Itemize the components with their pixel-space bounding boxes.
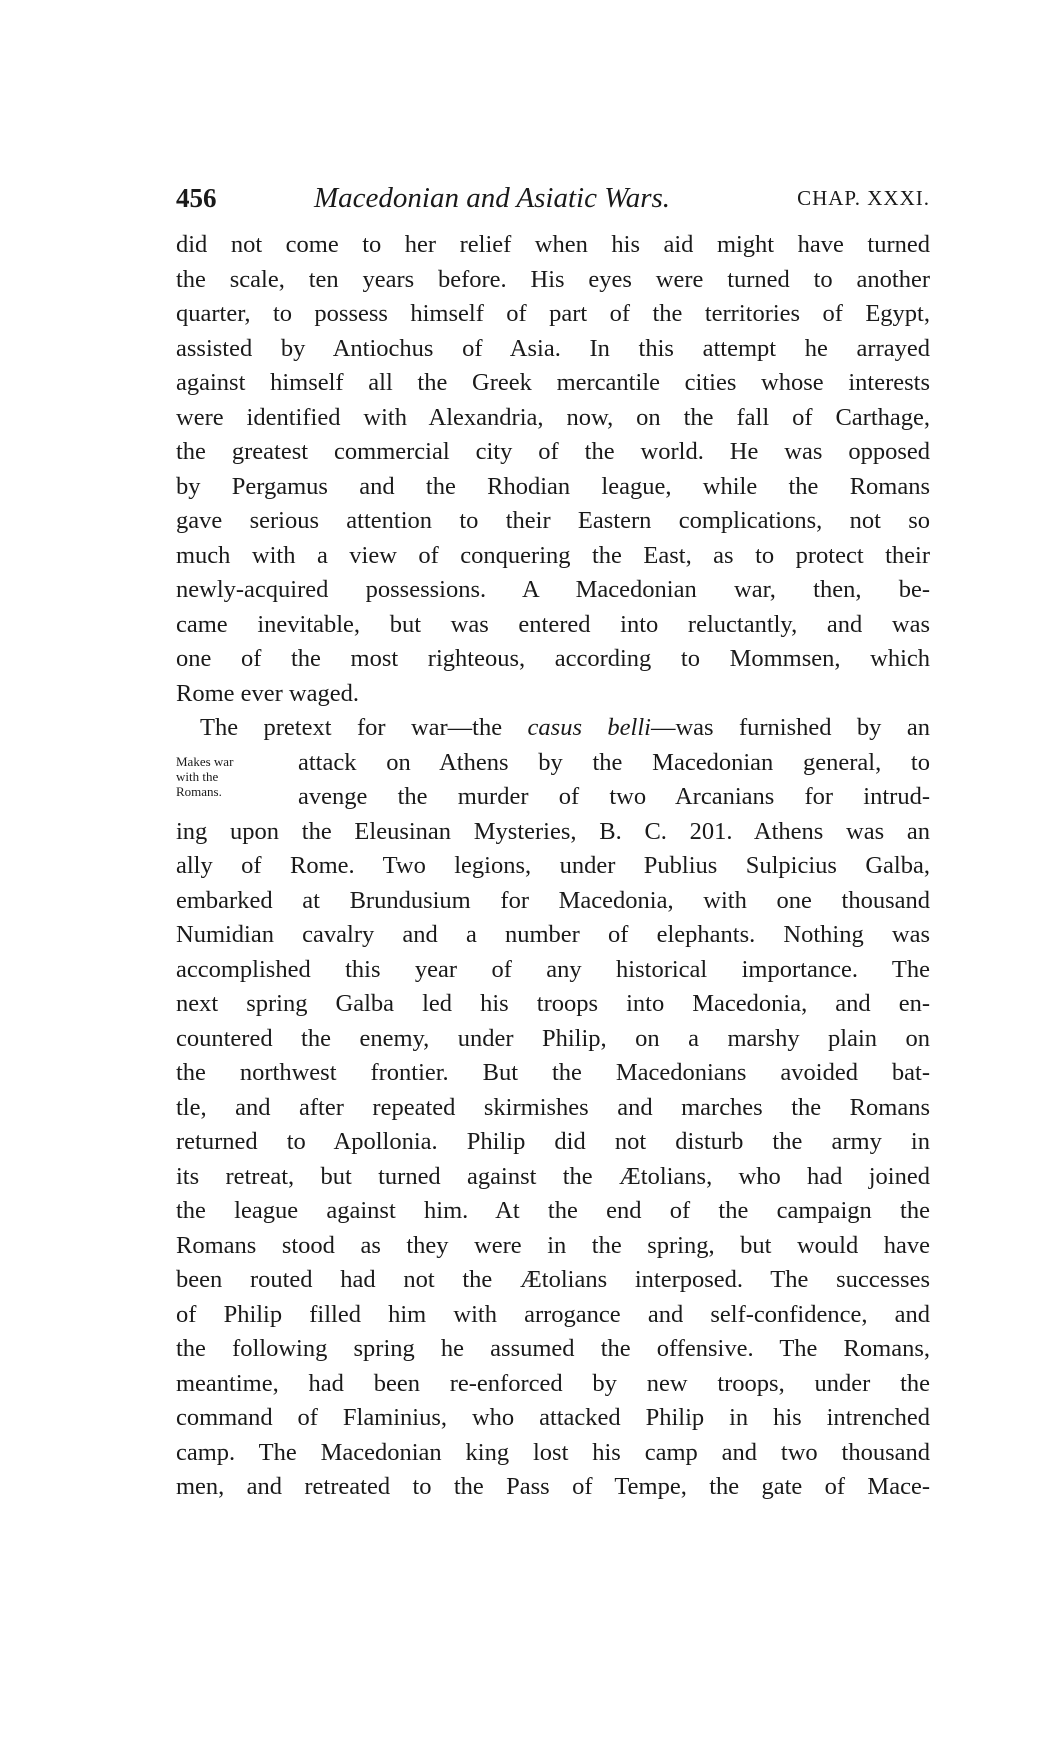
text-line: its retreat, but turned against the Ætolians, who had joined	[176, 1162, 930, 1190]
text-line: the league against him. At the end of the campaign the	[176, 1197, 930, 1224]
text-line: one of the most righteous, according to Mommsen, which	[176, 645, 930, 672]
text-line: much with a view of conquering the East, as to protect their	[176, 541, 930, 569]
text-line: the following spring he assumed the offensive. The Romans,	[176, 1335, 930, 1362]
text-line: the greatest commercial city of the world. He was opposed	[176, 438, 930, 465]
page-number: 456	[176, 183, 217, 213]
text-line: against himself all the Greek mercantile cities whose interests	[176, 369, 930, 396]
text-line: been routed had not the Ætolians interposed. The successes	[176, 1266, 930, 1293]
text-line: meantime, had been re-enforced by new troops, under the	[176, 1369, 930, 1397]
text-line: ing upon the Eleusinan Mysteries, B. C. 201. Athens was an	[176, 817, 930, 845]
text-line: assisted by Antiochus of Asia. In this attempt he arrayed	[176, 334, 930, 362]
text-line: were identified with Alexandria, now, on the fall of Carthage,	[176, 403, 930, 431]
text-line: quarter, to possess himself of part of the territories of Egypt,	[176, 300, 930, 327]
text-line: the northwest frontier. But the Macedonians avoided bat-	[176, 1059, 930, 1086]
text-line: embarked at Brundusium for Macedonia, with one thousand	[176, 886, 930, 914]
text-line: ally of Rome. Two legions, under Publius Sulpicius Galba,	[176, 852, 930, 879]
body-text	[176, 228, 930, 1505]
margin-note-line: Makes war	[176, 754, 234, 769]
text-line: the scale, ten years before. His eyes were turned to another	[176, 265, 930, 293]
text-line: command of Flaminius, who attacked Philip in his intrenched	[176, 1404, 930, 1431]
text-line: men, and retreated to the Pass of Tempe, the gate of Mace-	[176, 1473, 930, 1500]
text-line: Rome ever waged.	[176, 679, 359, 707]
text-line: accomplished this year of any historical importance. The	[176, 955, 930, 983]
text-line: newly-acquired possessions. A Macedonian war, then, be-	[176, 576, 930, 603]
text-line: attack on Athens by the Macedonian general, to	[298, 748, 930, 776]
text-line: came inevitable, but was entered into reluctantly, and was	[176, 610, 930, 638]
text-line: gave serious attention to their Eastern complications, not so	[176, 507, 930, 534]
chapter-label: CHAP. XXXI.	[797, 186, 930, 210]
text-line-with-italics: The pretext for war—the casus belli—was furnished by an	[200, 714, 930, 741]
text-line: next spring Galba led his troops into Macedonia, and en-	[176, 990, 930, 1017]
margin-note-line: with the	[176, 769, 219, 784]
running-title: Macedonian and Asiatic Wars.	[314, 182, 671, 214]
text-line: camp. The Macedonian king lost his camp and two thousand	[176, 1438, 930, 1466]
margin-note-line: Romans.	[176, 784, 222, 799]
text-line: countered the enemy, under Philip, on a marshy plain on	[176, 1024, 930, 1052]
text-line: avenge the murder of two Arcanians for intrud-	[298, 783, 930, 810]
text-line: Romans stood as they were in the spring, but would have	[176, 1231, 930, 1259]
text-line: did not come to her relief when his aid might have turned	[176, 231, 930, 258]
text-line: returned to Apollonia. Philip did not disturb the army in	[176, 1128, 930, 1155]
text-line: by Pergamus and the Rhodian league, while the Romans	[176, 472, 930, 500]
casus-belli-italic: casus belli	[527, 714, 651, 741]
text-line: tle, and after repeated skirmishes and marches the Romans	[176, 1093, 930, 1121]
text-line: of Philip filled him with arrogance and self-confidence, and	[176, 1300, 930, 1328]
text-line: Numidian cavalry and a number of elephants. Nothing was	[176, 921, 930, 948]
running-head	[176, 178, 930, 218]
